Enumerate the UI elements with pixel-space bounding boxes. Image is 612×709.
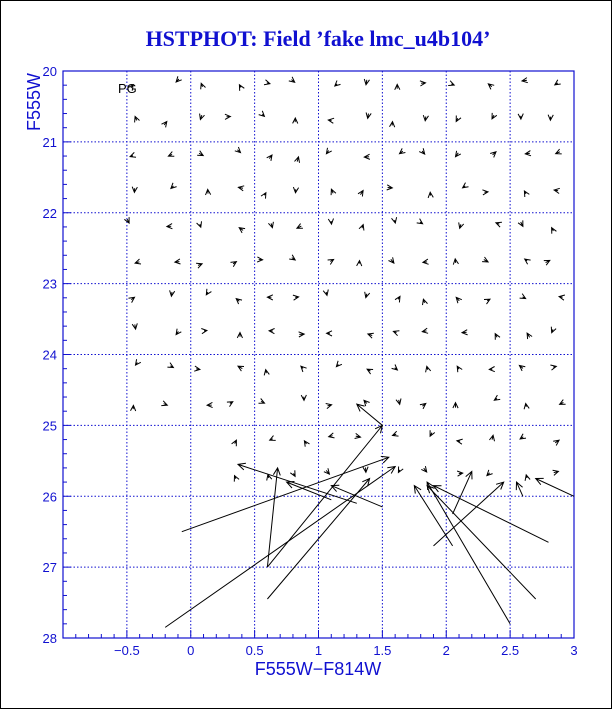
residual-vector bbox=[200, 114, 205, 120]
long-vector bbox=[357, 404, 383, 425]
residual-vector bbox=[132, 187, 137, 193]
chart-title: HSTPHOT: Field ’fake lmc_u4b104’ bbox=[145, 26, 491, 51]
residual-vector bbox=[293, 118, 298, 124]
residual-vector bbox=[488, 84, 494, 90]
residual-vector bbox=[551, 327, 556, 333]
residual-vector bbox=[331, 189, 336, 195]
residual-vector bbox=[335, 81, 341, 87]
residual-vector bbox=[482, 257, 488, 262]
residual-vector bbox=[269, 329, 275, 334]
residual-vector bbox=[261, 193, 266, 199]
residual-vector bbox=[400, 148, 406, 153]
residual-vector bbox=[289, 255, 295, 260]
residual-vector bbox=[365, 292, 370, 298]
residual-vector bbox=[392, 217, 397, 223]
residual-vector bbox=[206, 289, 211, 295]
residual-vector bbox=[423, 115, 428, 121]
residual-vector bbox=[421, 466, 426, 472]
residual-vector bbox=[395, 84, 400, 89]
residual-vector bbox=[129, 297, 135, 302]
x-tick-label: 0 bbox=[187, 643, 195, 658]
residual-vector bbox=[231, 262, 237, 267]
residual-vector bbox=[197, 151, 203, 156]
y-tick-label: 25 bbox=[42, 418, 57, 434]
residual-vector bbox=[367, 369, 373, 374]
residual-vector bbox=[423, 299, 428, 305]
y-tick-label: 24 bbox=[42, 347, 57, 363]
residual-vector bbox=[297, 224, 303, 229]
grid-layer bbox=[63, 71, 574, 638]
residual-vector bbox=[524, 404, 529, 410]
residual-vector bbox=[267, 295, 273, 300]
residual-vector bbox=[393, 331, 399, 336]
residual-vector bbox=[387, 185, 393, 190]
residual-vector bbox=[136, 359, 141, 365]
residual-vector bbox=[207, 402, 213, 407]
residual-vector bbox=[363, 467, 368, 473]
residual-vector bbox=[196, 263, 202, 268]
x-tick-label: 0.5 bbox=[245, 643, 264, 658]
residual-vector bbox=[232, 440, 237, 446]
residual-vector bbox=[420, 81, 426, 86]
residual-vector bbox=[550, 365, 556, 370]
residual-vector bbox=[417, 219, 423, 224]
residual-vector bbox=[489, 367, 495, 372]
residual-vector bbox=[235, 147, 241, 153]
residual-vector bbox=[398, 467, 403, 473]
residual-vector bbox=[448, 81, 454, 86]
residual-vector bbox=[295, 157, 300, 163]
residual-vector bbox=[234, 476, 239, 482]
residual-vector bbox=[201, 329, 207, 334]
residual-vector bbox=[358, 191, 363, 197]
residual-vector bbox=[328, 260, 334, 265]
residual-vector bbox=[323, 290, 328, 296]
residual-vector bbox=[459, 222, 464, 228]
residual-vector bbox=[393, 431, 399, 436]
residual-vector bbox=[518, 220, 523, 226]
y-tick-label: 27 bbox=[42, 560, 57, 576]
y-tick-label: 26 bbox=[42, 489, 57, 505]
residual-vector bbox=[456, 116, 461, 122]
residual-vector bbox=[495, 334, 500, 340]
residual-vector bbox=[457, 471, 463, 476]
residual-vector bbox=[556, 149, 562, 154]
residual-vector bbox=[304, 441, 309, 447]
residual-vector bbox=[267, 155, 272, 161]
residual-vector bbox=[175, 259, 181, 264]
residual-vector bbox=[176, 76, 182, 82]
x-tick-label: 2 bbox=[442, 643, 450, 658]
residual-vector bbox=[462, 330, 468, 335]
residual-vector bbox=[290, 470, 295, 476]
residual-vector bbox=[525, 151, 531, 156]
residual-vector bbox=[366, 113, 371, 119]
long-vector bbox=[165, 467, 395, 628]
residual-vector bbox=[487, 470, 493, 476]
residual-vector bbox=[236, 299, 242, 305]
y-tick-label: 23 bbox=[42, 276, 57, 292]
residual-vector bbox=[554, 188, 560, 193]
residual-vector bbox=[264, 370, 269, 376]
long-vectors bbox=[165, 404, 574, 627]
residual-vector bbox=[259, 111, 265, 117]
residual-vector bbox=[559, 295, 565, 300]
residual-vector bbox=[419, 148, 425, 154]
residual-vector bbox=[456, 297, 462, 303]
residual-vector bbox=[453, 403, 458, 409]
residual-vector bbox=[167, 224, 173, 229]
residual-vector bbox=[489, 435, 494, 441]
residual-vector bbox=[490, 152, 496, 158]
residual-vector bbox=[135, 116, 140, 122]
residual-vector bbox=[544, 260, 550, 265]
residual-vector bbox=[457, 439, 463, 444]
x-tick-label: 1 bbox=[314, 643, 323, 658]
residual-vector bbox=[484, 299, 490, 304]
residual-vector bbox=[170, 290, 175, 296]
residual-vector bbox=[396, 399, 401, 405]
residual-vector bbox=[527, 333, 532, 339]
residual-vector bbox=[293, 295, 299, 300]
residual-vector bbox=[553, 440, 559, 445]
residual-vector bbox=[171, 183, 177, 189]
residual-vector bbox=[135, 259, 141, 264]
residual-vector bbox=[520, 434, 526, 439]
residual-vector bbox=[326, 404, 332, 409]
residual-vector bbox=[167, 363, 173, 368]
residual-vector bbox=[239, 85, 244, 91]
long-vector bbox=[182, 456, 389, 531]
residual-vector bbox=[329, 433, 335, 438]
residual-vector bbox=[494, 395, 500, 400]
residual-vector bbox=[364, 400, 370, 406]
residual-vector bbox=[327, 331, 332, 336]
residual-vector bbox=[555, 80, 561, 85]
residual-vector bbox=[422, 328, 428, 333]
residual-vector bbox=[194, 366, 200, 371]
residual-vector bbox=[560, 400, 566, 405]
residual-vector bbox=[206, 189, 211, 195]
residual-vector bbox=[131, 405, 136, 411]
residual-vector bbox=[389, 257, 394, 263]
long-vector bbox=[267, 468, 280, 567]
residual-vector bbox=[197, 221, 202, 227]
residual-vector bbox=[430, 430, 435, 436]
residual-vector bbox=[257, 257, 263, 262]
residual-vector bbox=[420, 404, 426, 409]
residual-vector bbox=[368, 333, 374, 338]
residual-vector bbox=[289, 77, 295, 83]
residual-vector bbox=[364, 79, 369, 85]
residual-vector bbox=[496, 222, 502, 227]
residual-vector bbox=[227, 402, 233, 407]
residual-vector bbox=[426, 366, 431, 372]
residual-vector bbox=[238, 186, 244, 191]
residual-vector bbox=[357, 261, 362, 267]
residual-vector bbox=[482, 190, 488, 195]
annotation-pg: PG bbox=[118, 81, 137, 96]
residual-vector bbox=[423, 259, 429, 264]
residual-vector bbox=[270, 436, 276, 441]
residual-vector bbox=[392, 365, 398, 371]
residual-vector bbox=[328, 118, 334, 123]
long-vector bbox=[287, 482, 332, 500]
residual-vector bbox=[324, 468, 330, 474]
residual-vector bbox=[130, 152, 136, 157]
residual-vector bbox=[492, 113, 497, 119]
residual-vector bbox=[359, 225, 364, 231]
residual-vector bbox=[225, 114, 231, 119]
residual-vector bbox=[301, 395, 306, 401]
x-tick-label: 2.5 bbox=[501, 643, 520, 658]
long-vector bbox=[516, 482, 523, 496]
y-tick-label: 20 bbox=[42, 64, 57, 79]
x-tick-label: 3 bbox=[570, 643, 578, 658]
residual-vector bbox=[395, 296, 400, 302]
residual-vector bbox=[548, 115, 553, 121]
y-tick-label: 21 bbox=[42, 134, 57, 150]
residual-vector bbox=[239, 228, 245, 233]
residual-vector bbox=[268, 222, 273, 228]
residual-vector bbox=[238, 366, 244, 371]
residual-vector bbox=[176, 329, 181, 335]
residual-vector bbox=[525, 475, 530, 481]
long-vector bbox=[434, 482, 504, 546]
residual-vector bbox=[299, 332, 305, 337]
x-axis-label: F555W−F814W bbox=[254, 659, 382, 679]
residual-vector bbox=[237, 333, 242, 338]
residual-vector bbox=[336, 361, 342, 367]
residual-vector bbox=[161, 401, 167, 406]
y-tick-label: 22 bbox=[42, 205, 57, 221]
x-tick-label: 1.5 bbox=[373, 643, 392, 658]
residual-vector bbox=[264, 80, 270, 85]
residual-vector bbox=[453, 259, 458, 265]
long-vector bbox=[453, 471, 472, 514]
x-tick-label: −0.5 bbox=[114, 643, 140, 658]
residual-vector bbox=[463, 183, 469, 188]
residual-vector bbox=[456, 151, 461, 157]
residual-vector bbox=[552, 228, 557, 234]
y-tick-label: 28 bbox=[42, 631, 57, 646]
residual-vector bbox=[326, 148, 331, 154]
residual-vector bbox=[355, 433, 361, 438]
residual-vector bbox=[390, 122, 395, 128]
residual-vector bbox=[428, 192, 433, 198]
residual-vector bbox=[301, 366, 307, 372]
residual-vector bbox=[328, 219, 333, 225]
residual-vector bbox=[201, 83, 206, 89]
y-axis-label: F555W bbox=[24, 72, 44, 132]
residual-vector bbox=[132, 323, 137, 329]
residual-vector bbox=[457, 366, 462, 372]
residual-vector bbox=[259, 399, 265, 404]
residual-vector bbox=[520, 294, 526, 299]
residual-vector bbox=[518, 114, 523, 120]
residual-vector bbox=[519, 366, 525, 371]
residual-vector bbox=[553, 470, 559, 475]
long-vector bbox=[536, 478, 574, 496]
residual-vector bbox=[364, 154, 370, 159]
residual-vector bbox=[293, 187, 298, 193]
long-vector bbox=[238, 463, 357, 503]
residual-vector bbox=[168, 152, 174, 157]
residual-vector bbox=[522, 78, 528, 83]
residual-vector bbox=[524, 191, 529, 197]
residual-vector bbox=[162, 122, 167, 128]
tick-layer bbox=[43, 64, 578, 658]
residual-vector bbox=[525, 259, 531, 264]
